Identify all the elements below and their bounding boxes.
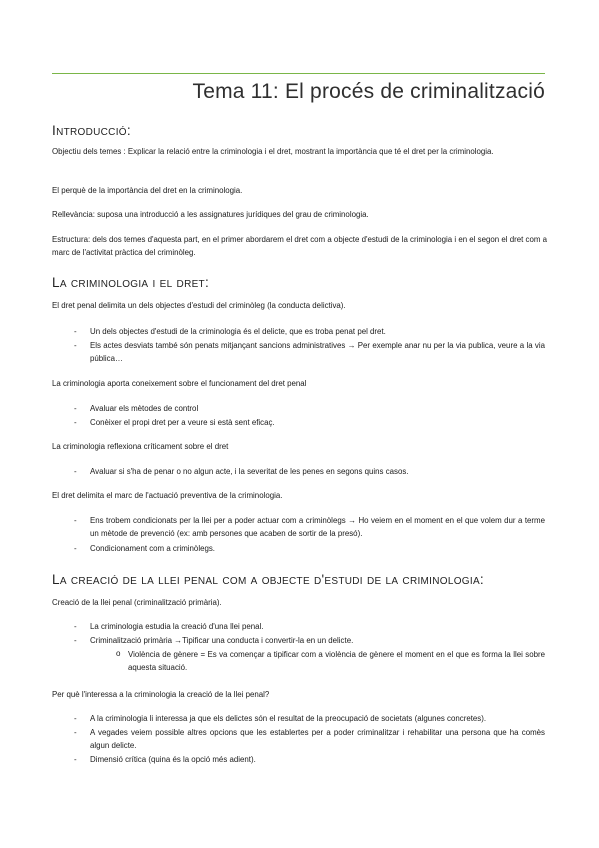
paragraph-estructura: Estructura: dels dos temes d'aquesta part, en el primer abordarem el dret com a objecte d'estudi de la criminologia i en el segon el dret com a marc de l'activitat pràctica del criminòleg. bbox=[52, 235, 547, 258]
list-item: A la criminologia li interessa ja que els delictes són el resultat de la preocupació de societats (algunes concretes). bbox=[90, 714, 487, 723]
bullet-marker: - bbox=[74, 404, 77, 413]
paragraph-per-que-interessa: Per què l'interessa a la criminologia la creació de la llei penal? bbox=[52, 690, 270, 699]
list-item: Conèixer el propi dret per a veure si està sent eficaç. bbox=[90, 418, 275, 427]
list-item: Avaluar els mètodes de control bbox=[90, 404, 199, 413]
paragraph-reflexiona: La criminologia reflexiona críticament sobre el dret bbox=[52, 442, 229, 451]
bullet-marker: - bbox=[74, 714, 77, 723]
bullet-marker: - bbox=[74, 636, 77, 645]
sub-bullet-marker: o bbox=[116, 649, 121, 658]
page-title: Tema 11: El procés de criminalització bbox=[192, 80, 545, 103]
section-heading-introduccio: Introducció: bbox=[52, 123, 131, 138]
paragraph-criminalitzacio-primaria: Creació de la llei penal (criminalització primària). bbox=[52, 598, 222, 607]
section-heading-criminologia-dret: La criminologia i el dret: bbox=[52, 275, 210, 290]
title-top-rule bbox=[52, 73, 545, 74]
bullet-marker: - bbox=[74, 728, 77, 737]
bullet-marker: - bbox=[74, 544, 77, 553]
bullet-marker: - bbox=[74, 467, 77, 476]
list-item: Dimensió crítica (quina és la opció més adient). bbox=[90, 755, 256, 764]
paragraph-perque: El perquè de la importància del dret en la criminologia. bbox=[52, 186, 243, 195]
bullet-marker: - bbox=[74, 327, 77, 336]
section-heading-creacio-llei-penal: La creació de la llei penal com a objecte d'estudi de la criminologia: bbox=[52, 572, 485, 587]
paragraph-marc-preventiu: El dret delimita el marc de l'actuació preventiva de la criminologia. bbox=[52, 491, 283, 500]
paragraph-dret-penal-delimita: El dret penal delimita un dels objectes d'estudi del criminòleg (la conducta delictiva). bbox=[52, 301, 346, 310]
paragraph-objectiu: Objectiu dels temes : Explicar la relació entre la criminologia i el dret, mostrant la importància que té el dret per la criminologia. bbox=[52, 147, 494, 156]
bullet-marker: - bbox=[74, 755, 77, 764]
list-item: A vegades veiem possible altres opcions que les establertes per a poder criminalitzar i rehabilitar una persona que ha comès algun delicte. bbox=[90, 728, 545, 751]
list-item: Els actes desviats també són penats mitjançant sancions administratives → Per exemple anar nu per la via publica, veure a la via pública… bbox=[90, 341, 545, 364]
bullet-marker: - bbox=[74, 418, 77, 427]
paragraph-aporta-coneixement: La criminologia aporta coneixement sobre el funcionament del dret penal bbox=[52, 379, 307, 388]
list-item: Un dels objectes d'estudi de la criminologia és el delicte, que es troba penat pel dret. bbox=[90, 327, 386, 336]
bullet-marker: - bbox=[74, 341, 77, 350]
list-item: Ens trobem condicionats per la llei per a poder actuar com a criminòlegs → Ho veiem en el moment en el que volem dur a terme un mètode de prevenció (ex: amb persones que acaben de sortir de la presó). bbox=[90, 516, 545, 539]
list-item: Criminalització primària →Tipificar una conducta i convertir-la en un delicte. bbox=[90, 636, 354, 645]
list-item: Condicionament com a criminòlegs. bbox=[90, 544, 215, 553]
bullet-marker: - bbox=[74, 516, 77, 525]
list-item: La criminologia estudia la creació d'una llei penal. bbox=[90, 622, 264, 631]
list-item: Avaluar si s'ha de penar o no algun acte, i la severitat de les penes en segons quins casos. bbox=[90, 467, 409, 476]
sub-list-item: Violència de gènere = Es va començar a tipificar com a violència de gènere el moment en el que es forma la llei sobre aquesta situació. bbox=[128, 650, 545, 673]
paragraph-rellevancia: Rellevància: suposa una introducció a les assignatures jurídiques del grau de criminologia. bbox=[52, 210, 369, 219]
bullet-marker: - bbox=[74, 622, 77, 631]
